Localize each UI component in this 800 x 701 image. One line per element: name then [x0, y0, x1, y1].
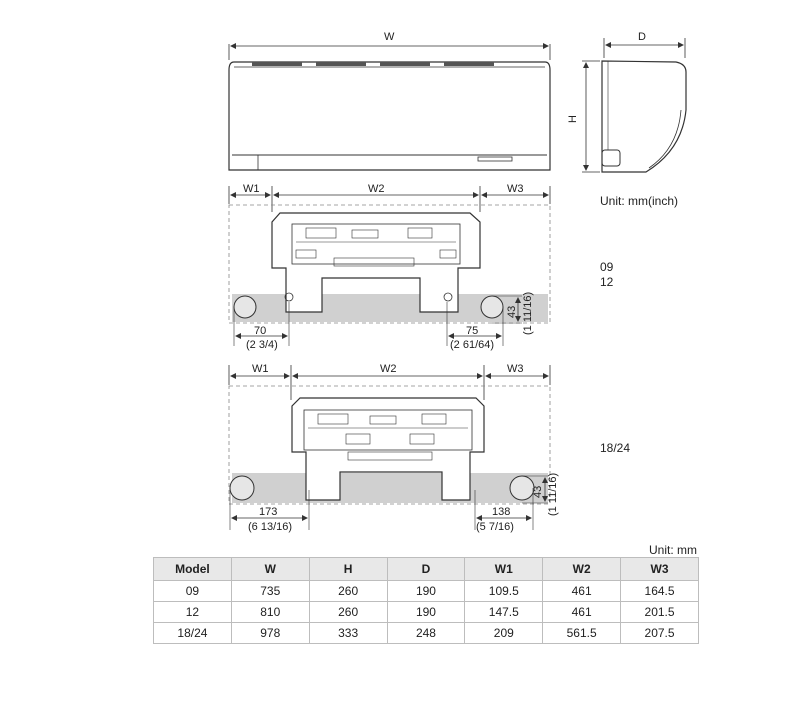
- bracket-small-right-dim-inch: (2 61/64): [450, 339, 495, 351]
- table-row: [154, 602, 699, 623]
- header-model: Model: [154, 558, 232, 581]
- cell-w2: 561.5: [543, 623, 621, 644]
- table-unit-note: Unit: mm: [649, 543, 697, 557]
- header-w2: W2: [543, 558, 621, 581]
- cell-w2: 461: [543, 581, 621, 602]
- header-d: D: [387, 558, 465, 581]
- cell-w1: 109.5: [465, 581, 543, 602]
- bracket-large-height-dim: 43: [532, 485, 544, 498]
- header-w3: W3: [621, 558, 699, 581]
- cell-w1: 147.5: [465, 602, 543, 623]
- bracket-small-w1-label: W1: [243, 183, 260, 195]
- header-w: W: [231, 558, 309, 581]
- cell-w: 735: [231, 581, 309, 602]
- models-label-09: 09: [600, 260, 614, 274]
- bracket-large-w2-label: W2: [380, 363, 397, 375]
- cell-h: 333: [309, 623, 387, 644]
- cell-w3: 164.5: [621, 581, 699, 602]
- bracket-large-left-dim-inch: (6 13/16): [248, 521, 293, 533]
- unit-note: Unit: mm(inch): [600, 194, 679, 208]
- cell-w1: 209: [465, 623, 543, 644]
- cell-w: 978: [231, 623, 309, 644]
- cell-w: 810: [231, 602, 309, 623]
- cell-model: 12: [154, 602, 232, 623]
- front-view: [229, 44, 550, 170]
- cell-h: 260: [309, 602, 387, 623]
- bracket-small-height-dim-inch: (1 11/16): [522, 291, 534, 335]
- header-w1: W1: [465, 558, 543, 581]
- bracket-large-w3-label: W3: [507, 363, 524, 375]
- models-label-12: 12: [600, 275, 614, 289]
- bracket-small-left-dim: 70: [254, 325, 267, 337]
- models-label-18-24: 18/24: [600, 441, 631, 455]
- cell-d: 190: [387, 602, 465, 623]
- cell-d: 248: [387, 623, 465, 644]
- dimension-table: [153, 557, 699, 644]
- bracket-small-w3-label: W3: [507, 183, 524, 195]
- bracket-small-left-dim-inch: (2 3/4): [246, 339, 278, 351]
- bracket-large-right-dim: 138: [492, 506, 511, 518]
- bracket-large-height-dim-inch: (1 11/16): [547, 472, 559, 516]
- cell-w3: 201.5: [621, 602, 699, 623]
- header-h: H: [309, 558, 387, 581]
- bracket-large-left-dim: 173: [259, 506, 278, 518]
- table-row: [154, 623, 699, 644]
- bracket-small-w2-label: W2: [368, 183, 385, 195]
- side-depth-label: D: [638, 31, 646, 43]
- cell-h: 260: [309, 581, 387, 602]
- cell-model: 18/24: [154, 623, 232, 644]
- cell-model: 09: [154, 581, 232, 602]
- bracket-large-right-dim-inch: (5 7/16): [476, 521, 514, 533]
- front-width-label: W: [384, 31, 395, 43]
- cell-d: 190: [387, 581, 465, 602]
- side-height-label: H: [567, 115, 579, 123]
- table-header-row: [154, 558, 699, 581]
- bracket-small-height-dim: 43: [506, 305, 518, 318]
- bracket-diagram-09-12: [229, 186, 550, 346]
- bracket-small-right-dim: 75: [466, 325, 479, 337]
- table-row: [154, 581, 699, 602]
- side-view: [582, 38, 686, 172]
- bracket-large-w1-label: W1: [252, 363, 269, 375]
- cell-w2: 461: [543, 602, 621, 623]
- cell-w3: 207.5: [621, 623, 699, 644]
